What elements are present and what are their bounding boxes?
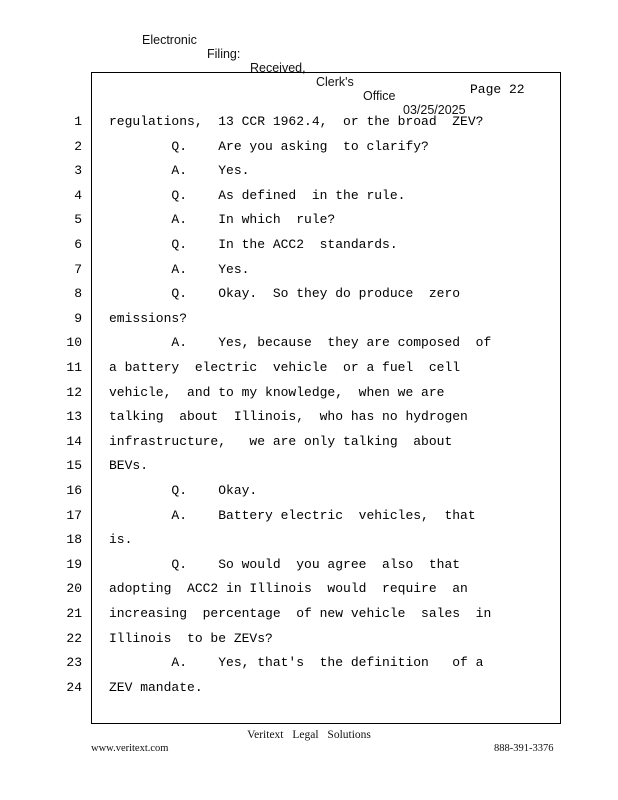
- line-text: A. Yes.: [109, 163, 250, 178]
- line-text: A. Yes, because they are composed of: [109, 335, 492, 350]
- page-number: Page 22: [470, 82, 525, 97]
- line-text: Illinois to be ZEVs?: [109, 631, 273, 646]
- line-text: A. Yes.: [109, 262, 250, 277]
- filing-word-5: Office: [363, 89, 396, 103]
- line-text: BEVs.: [109, 458, 149, 473]
- line-number: 16: [66, 483, 82, 498]
- line-text: a battery electric vehicle or a fuel cell: [109, 360, 461, 375]
- line-number: 21: [66, 606, 82, 621]
- line-number: 18: [66, 532, 82, 547]
- footer-company: Veritext Legal Solutions: [247, 729, 371, 741]
- line-number: 2: [74, 139, 82, 154]
- line-number: 15: [66, 458, 82, 473]
- line-number: 11: [66, 360, 82, 375]
- line-text: A. In which rule?: [109, 212, 336, 227]
- line-number: 8: [74, 286, 82, 301]
- filing-word-4: Clerk's: [316, 75, 354, 89]
- line-number: 12: [66, 385, 82, 400]
- line-number: 6: [74, 237, 82, 252]
- line-number: 4: [74, 188, 82, 203]
- line-number: 14: [66, 434, 82, 449]
- line-number: 7: [74, 262, 82, 277]
- line-text: ZEV mandate.: [109, 680, 203, 695]
- line-text: regulations, 13 CCR 1962.4, or the broad ZEV?: [109, 114, 484, 129]
- line-text: Q. Okay. So they do produce zero: [109, 286, 461, 301]
- line-number: 5: [74, 212, 82, 227]
- line-number: 17: [66, 508, 82, 523]
- line-number: 1: [74, 114, 82, 129]
- line-text: adopting ACC2 in Illinois would require an: [109, 581, 468, 596]
- filing-word-1: Electronic: [142, 33, 197, 47]
- line-text: infrastructure, we are only talking about: [109, 434, 453, 449]
- line-text: Q. Okay.: [109, 483, 258, 498]
- line-text: emissions?: [109, 311, 188, 326]
- filing-word-2: Filing:: [207, 47, 241, 61]
- line-text: vehicle, and to my knowledge, when we are: [109, 385, 445, 400]
- line-text: is.: [109, 532, 133, 547]
- line-number: 20: [66, 581, 82, 596]
- line-text: Q. As defined in the rule.: [109, 188, 406, 203]
- line-number: 3: [74, 163, 82, 178]
- line-text: increasing percentage of new vehicle sales in: [109, 606, 492, 621]
- line-number: 24: [66, 680, 82, 695]
- line-text: Q. In the ACC2 standards.: [109, 237, 398, 252]
- line-text: talking about Illinois, who has no hydrogen: [109, 409, 468, 424]
- line-number: 9: [74, 311, 82, 326]
- line-number: 23: [66, 655, 82, 670]
- line-text: A. Yes, that's the definition of a: [109, 655, 484, 670]
- line-number: 10: [66, 335, 82, 350]
- line-text: Q. Are you asking to clarify?: [109, 139, 429, 154]
- line-text: A. Battery electric vehicles, that: [109, 508, 476, 523]
- filing-date: 03/25/2025: [403, 103, 466, 117]
- filing-word-3: Received,: [250, 61, 306, 75]
- footer-website: www.veritext.com: [91, 743, 169, 754]
- line-number: 22: [66, 631, 82, 646]
- line-number: 13: [66, 409, 82, 424]
- footer-phone: 888-391-3376: [494, 743, 554, 754]
- line-text: Q. So would you agree also that: [109, 557, 461, 572]
- line-number: 19: [66, 557, 82, 572]
